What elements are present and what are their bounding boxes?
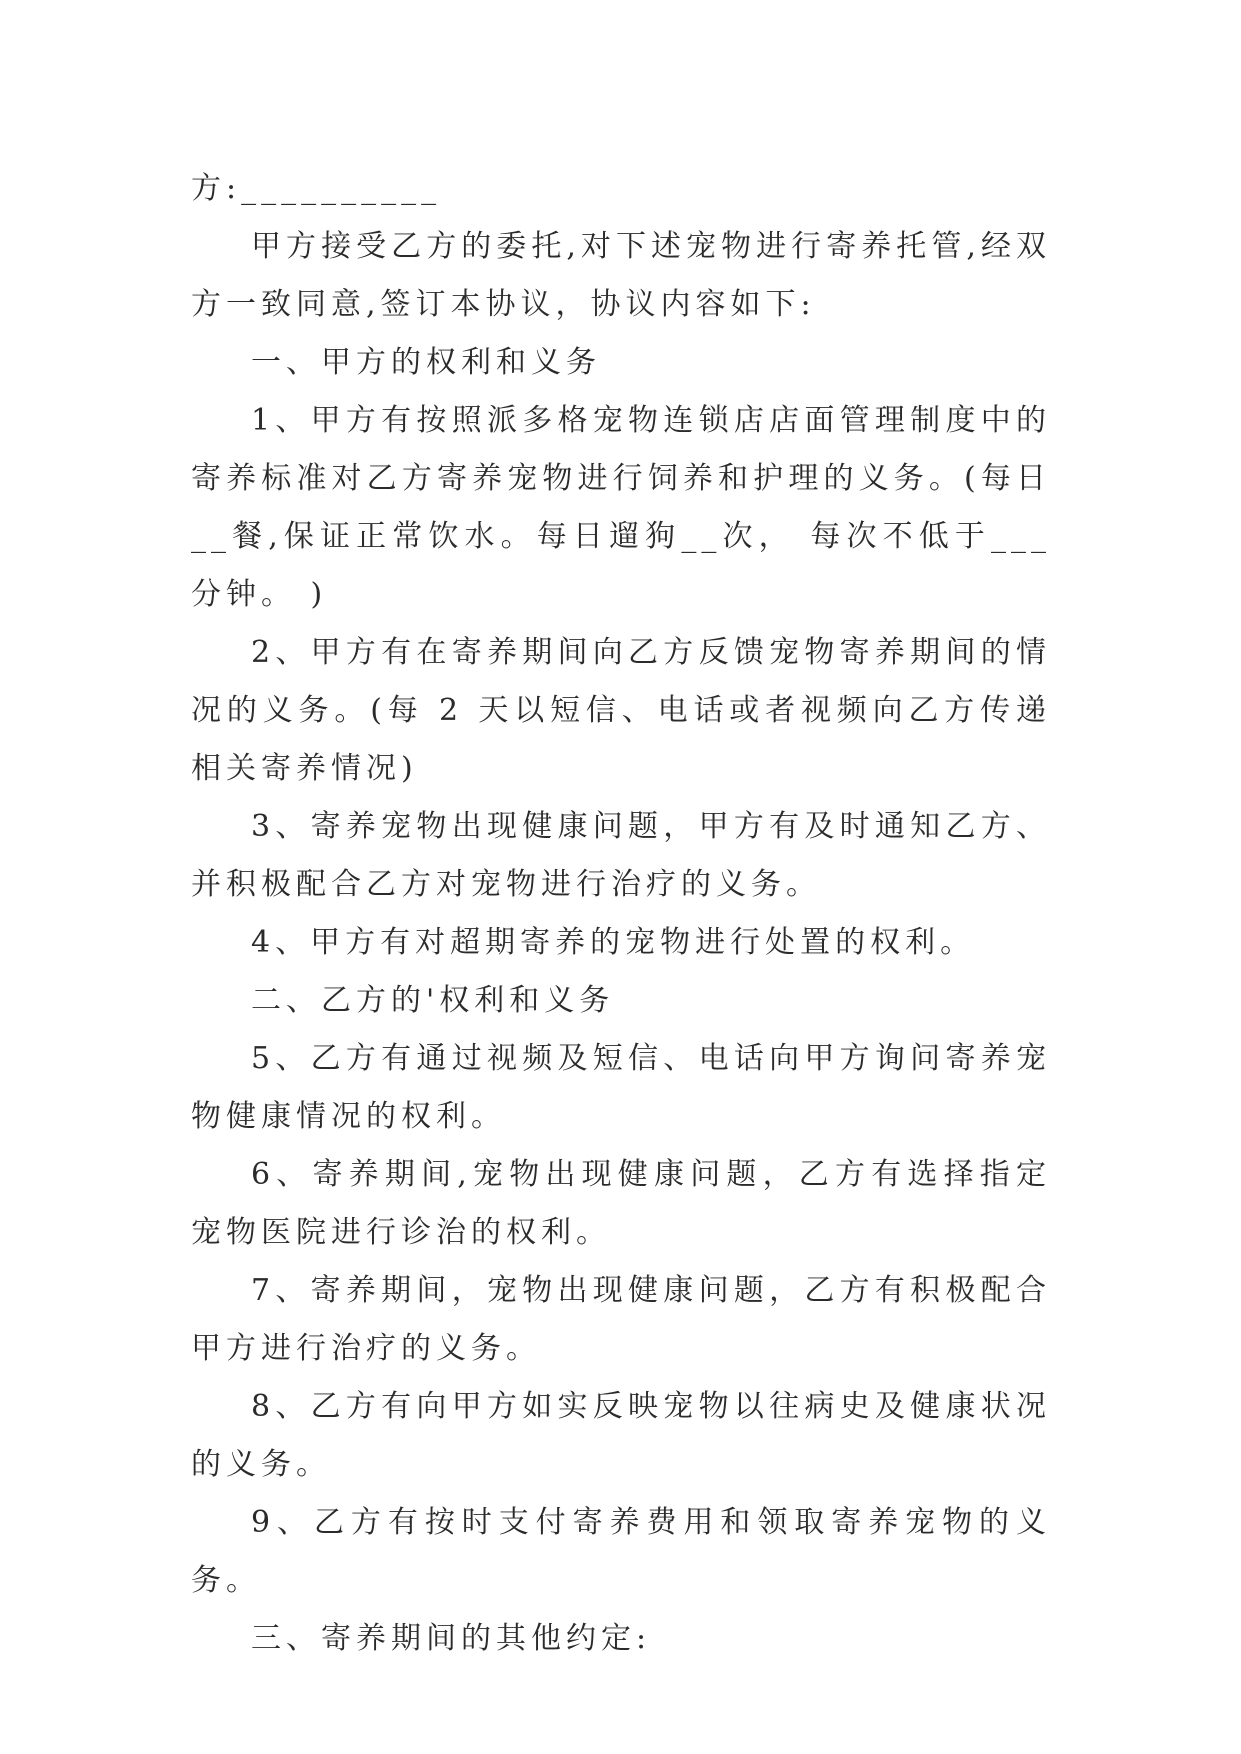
intro-paragraph: 甲方接受乙方的委托,对下述宠物进行寄养托管,经双方一致同意,签订本协议，协议内容如下: (191, 229, 1051, 322)
clause-6: 6、寄养期间,宠物出现健康问题，乙方有选择指定宠物医院进行诊治的权利。 (191, 1157, 1051, 1250)
clause-2: 2、甲方有在寄养期间向乙方反馈宠物寄养期间的情况的义务。(每 2 天以短信、电话或者视频向乙方传递相关寄养情况) (191, 635, 1051, 786)
section-heading-party-a: 一、甲方的权利和义务 (251, 345, 601, 380)
document-body (191, 160, 1051, 1668)
clause-9: 9、乙方有按时支付寄养费用和领取寄养宠物的义务。 (191, 1505, 1051, 1598)
party-signature-line: 方:__________ (191, 171, 442, 206)
clause-5: 5、乙方有通过视频及短信、电话向甲方询问寄养宠物健康情况的权利。 (191, 1041, 1051, 1134)
clause-8: 8、乙方有向甲方如实反映宠物以往病史及健康状况的义务。 (191, 1389, 1051, 1482)
clause-7: 7、寄养期间，宠物出现健康问题，乙方有积极配合甲方进行治疗的义务。 (191, 1273, 1051, 1366)
clause-4: 4、甲方有对超期寄养的宠物进行处置的权利。 (251, 925, 976, 960)
section-heading-party-b: 二、乙方的'权利和义务 (251, 983, 615, 1018)
clause-1: 1、甲方有按照派多格宠物连锁店店面管理制度中的寄养标准对乙方寄养宠物进行饲养和护理的义务。(每日__餐,保证正常饮水。每日遛狗__次， 每次不低于___分钟。 ) (191, 403, 1051, 612)
section-heading-other-terms: 三、寄养期间的其他约定: (251, 1621, 652, 1656)
clause-3: 3、寄养宠物出现健康问题，甲方有及时通知乙方、并积极配合乙方对宠物进行治疗的义务。 (191, 809, 1051, 902)
